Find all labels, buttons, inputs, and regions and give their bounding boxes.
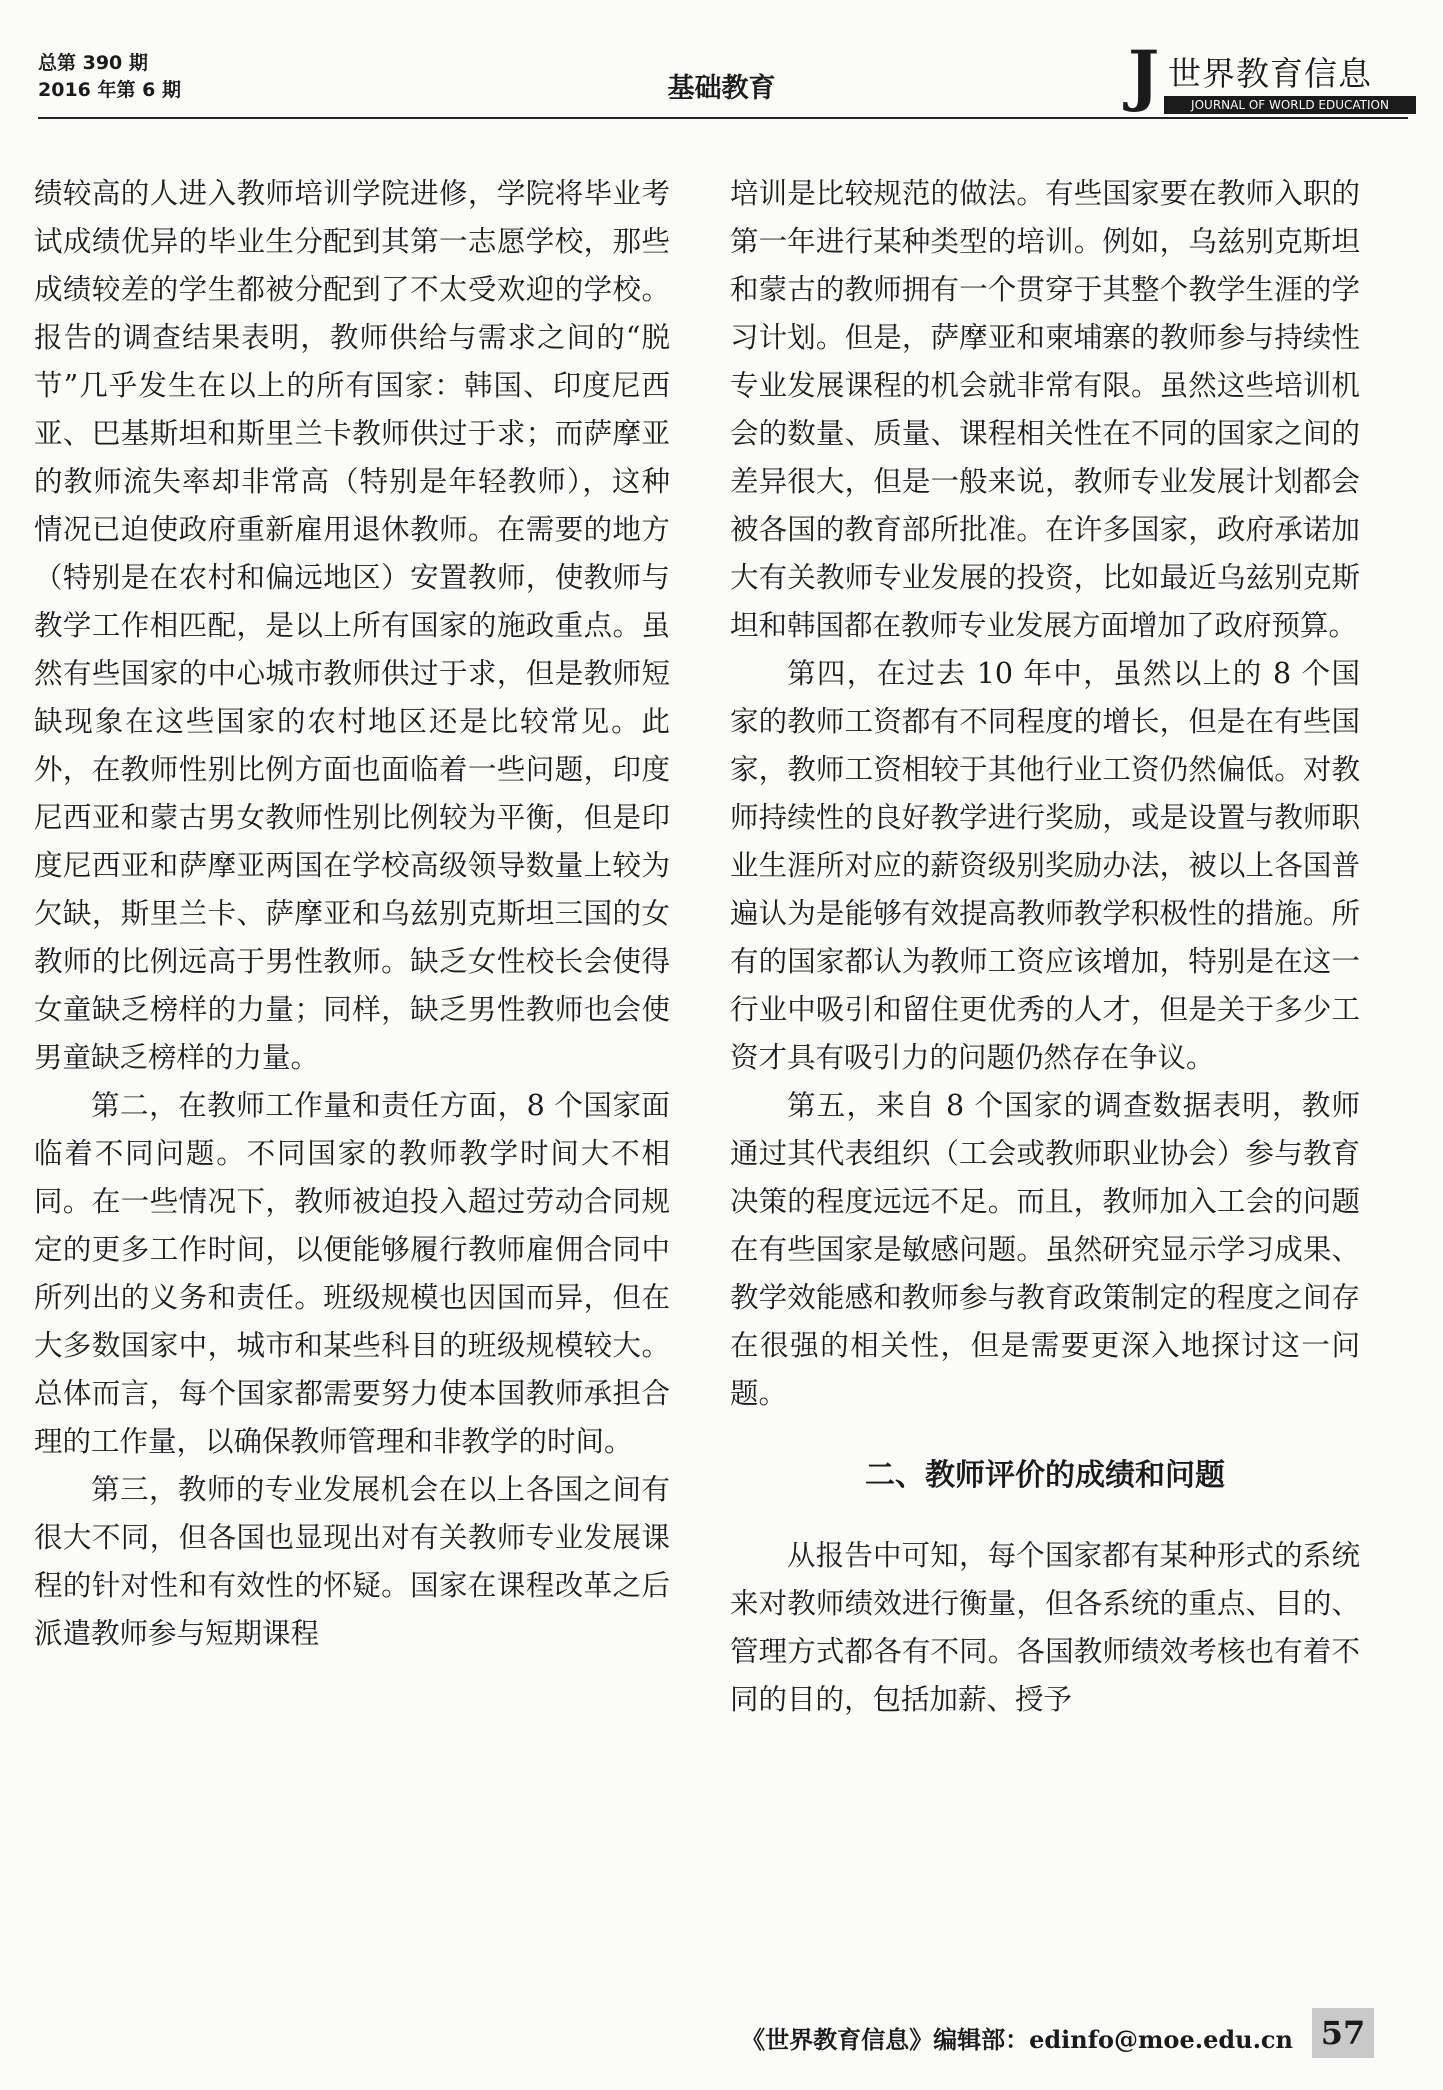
page-footer [0, 2000, 1443, 2060]
page-header [0, 0, 1443, 120]
logo-english-name: JOURNAL OF WORLD EDUCATION [1164, 96, 1416, 114]
section-heading: 二、教师评价的成绩和问题 [865, 1458, 1225, 1493]
issue-total: 总第 390 期 [38, 52, 148, 74]
logo-chinese-name: 世界教育信息 [1168, 54, 1372, 93]
paragraph-right-4: 从报告中可知，每个国家都有某种形式的系统来对教师绩效进行衡量，但各系统的重点、目的、管理方式都各有不同。各国教师绩效考核也有着不同的目的，包括加薪、授予 [730, 1539, 1360, 1716]
section-title: 基础教育 [667, 73, 776, 104]
right-column [730, 170, 1360, 1724]
journal-logo [1128, 36, 1416, 116]
logo-letter: J [1128, 36, 1160, 114]
paragraph-right-1: 培训是比较规范的做法。有些国家要在教师入职的第一年进行某种类型的培训。例如，乌兹别克斯坦和蒙古的教师拥有一个贯穿于其整个教学生涯的学习计划。但是，萨摩亚和柬埔寨的教师参与持续性专业发展课程的机会就非常有限。虽然这些培训机会的数量、质量、课程相关性在不同的国家之间的差异很大，但是一般来说，教师专业发展计划都会被各国的教育部所批准。在许多国家，政府承诺加大有关教师专业发展的投资，比如最近乌兹别克斯坦和韩国都在教师专业发展方面增加了政府预算。 [730, 177, 1360, 642]
paragraph-right-2: 第四，在过去 10 年中，虽然以上的 8 个国家的教师工资都有不同程度的增长，但是在有些国家，教师工资相较于其他行业工资仍然偏低。对教师持续性的良好教学进行奖励，或是设置与教师职业生涯所对应的薪资级别奖励办法，被以上各国普遍认为是能够有效提高教师教学积极性的措施。所有的国家都认为教师工资应该增加，特别是在这一行业中吸引和留住更优秀的人才，但是关于多少工资才具有吸引力的问题仍然存在争议。 [730, 657, 1360, 1074]
paragraph-right-3: 第五，来自 8 个国家的调查数据表明，教师通过其代表组织（工会或教师职业协会）参与教育决策的程度远远不足。而且，教师加入工会的问题在有些国家是敏感问题。虽然研究显示学习成果、教学效能感和教师参与教育政策制定的程度之间存在很强的相关性，但是需要更深入地探讨这一问题。 [730, 1089, 1360, 1410]
paragraph-left-2: 第二，在教师工作量和责任方面，8 个国家面临着不同问题。不同国家的教师教学时间大不相同。在一些情况下，教师被迫投入超过劳动合同规定的更多工作时间，以便能够履行教师雇佣合同中所列出的义务和责任。班级规模也因国而异，但在大多数国家中，城市和某些科目的班级规模较大。总体而言，每个国家都需要努力使本国教师承担合理的工作量，以确保教师管理和非教学的时间。 [34, 1089, 670, 1458]
header-rule [38, 117, 1408, 119]
paragraph-left-3: 第三，教师的专业发展机会在以上各国之间有很大不同，但各国也显现出对有关教师专业发展课程的针对性和有效性的怀疑。国家在课程改革之后派遣教师参与短期课程 [34, 1473, 670, 1650]
page-number: 57 [1312, 2008, 1374, 2058]
left-column [34, 170, 670, 1658]
editorial-contact: 《世界教育信息》编辑部：edinfo@moe.edu.cn [741, 2025, 1293, 2054]
issue-year: 2016 年第 6 期 [38, 79, 181, 101]
paragraph-left-1: 绩较高的人进入教师培训学院进修，学院将毕业考试成绩优异的毕业生分配到其第一志愿学校，那些成绩较差的学生都被分配到了不太受欢迎的学校。报告的调查结果表明，教师供给与需求之间的“脱节”几乎发生在以上的所有国家：韩国、印度尼西亚、巴基斯坦和斯里兰卡教师供过于求；而萨摩亚的教师流失率却非常高（特别是年轻教师），这种情况已迫使政府重新雇用退休教师。在需要的地方（特别是在农村和偏远地区）安置教师，使教师与教学工作相匹配，是以上所有国家的施政重点。虽然有些国家的中心城市教师供过于求，但是教师短缺现象在这些国家的农村地区还是比较常见。此外，在教师性别比例方面也面临着一些问题，印度尼西亚和蒙古男女教师性别比例较为平衡，但是印度尼西亚和萨摩亚两国在学校高级领导数量上较为欠缺，斯里兰卡、萨摩亚和乌兹别克斯坦三国的女教师的比例远高于男性教师。缺乏女性校长会使得女童缺乏榜样的力量；同样，缺乏男性教师也会使男童缺乏榜样的力量。 [34, 177, 670, 1074]
